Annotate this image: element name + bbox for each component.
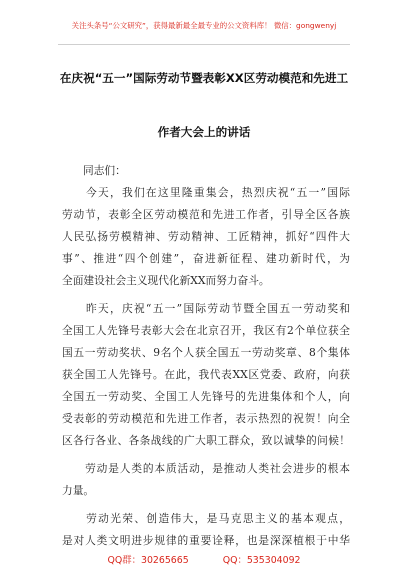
document-body — [62, 160, 350, 552]
text-line: 是对人类文明进步规律的重要诠释，也是深深植根于中华 — [62, 534, 350, 547]
text-line: 全面建设社会主义现代化新XX而努力奋斗。 — [62, 274, 270, 287]
text-line: 国五一劳动奖状、9名个人获全国五一劳动奖章、8个集体 — [62, 346, 350, 359]
paragraph-4 — [62, 508, 350, 552]
text-line: 力量。 — [62, 484, 95, 497]
text-line: 劳动光荣、创造伟大，是马克思主义的基本观点， — [62, 512, 350, 525]
text-line: 劳动是人类的本质活动，是推动人类社会进步的根本 — [62, 462, 350, 475]
qq-group-number: QQ群：30265665 — [107, 555, 189, 566]
text-line: 全国工人先锋号表彰大会在北京召开，我区有2个单位获全 — [62, 324, 350, 337]
qq-number: QQ：535304092 — [222, 555, 301, 566]
header-divider — [58, 44, 350, 45]
document-title-line-2: 作者大会上的讲话 — [157, 125, 251, 139]
text-line: 区各行各业、各条战线的广大职工群众，致以诚挚的问候！ — [62, 434, 350, 447]
footer-contact — [0, 552, 408, 566]
text-line: 昨天，庆祝“五一”国际劳动节暨全国五一劳动奖和 — [62, 302, 350, 315]
paragraph-1 — [62, 182, 350, 292]
text-line: 获全国工人先锋号。在此，我代表XX区党委、政府，向获 — [62, 368, 350, 381]
paragraph-2 — [62, 298, 350, 452]
greeting: 同志们： — [83, 164, 126, 177]
text-line: 全国五一劳动奖、全国工人先锋号的先进集体和个人，向 — [62, 390, 350, 403]
text-line: 事”、推进“四个创建”，奋进新征程、建功新时代，为 — [62, 252, 350, 265]
paragraph-3 — [62, 458, 350, 502]
text-line: 今天，我们在这里隆重集会，热烈庆祝“五一”国际 — [62, 186, 350, 199]
header-note: 关注头条号“公文研究”，获得最新最全最专业的公文资料库！ 微信：gongwenyj — [71, 21, 337, 30]
text-line: 受表彰的劳动模范和先进工作者，表示热烈的祝贺！向全 — [62, 412, 350, 425]
document-title-line-1: 在庆祝“五一”国际劳动节暨表彰XX区劳动模范和先进工 — [59, 71, 349, 85]
text-line: 劳动节，表彰全区劳动模范和先进工作者，引导全区各族 — [62, 208, 350, 221]
text-line: 人民弘扬劳模精神、劳动精神、工匠精神，抓好“四件大 — [62, 230, 350, 243]
